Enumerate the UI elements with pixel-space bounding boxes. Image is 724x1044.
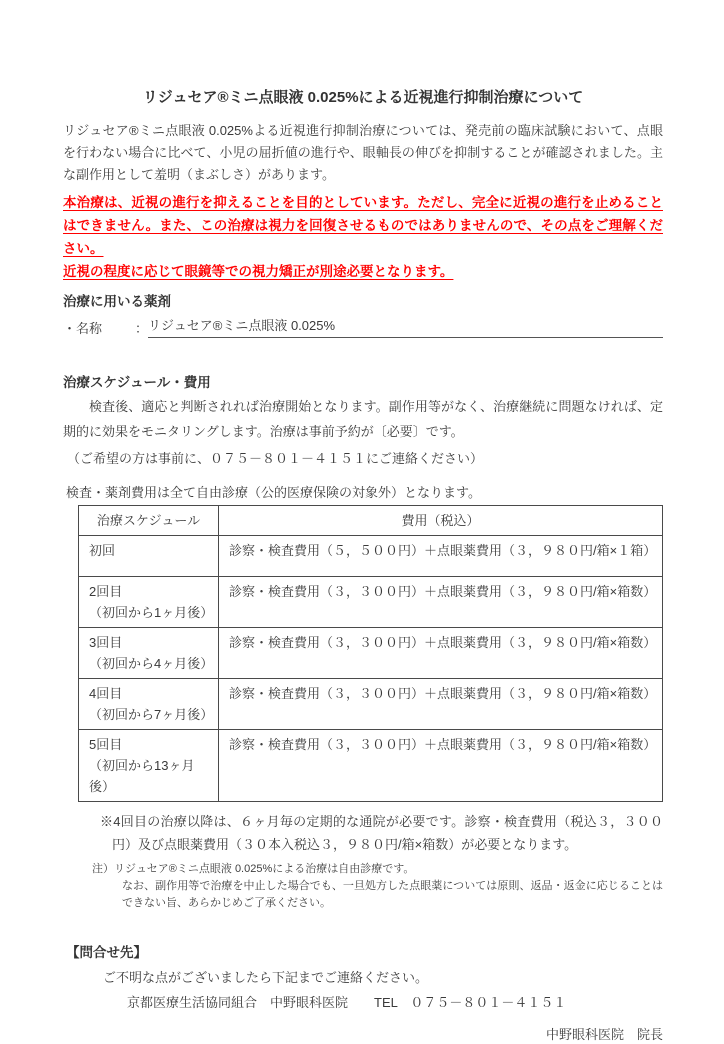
medication-name-separator: ： xyxy=(135,321,149,336)
section-heading-medication: 治療に用いる薬剤 xyxy=(63,294,171,309)
medication-name-label: ・名称 xyxy=(63,321,103,336)
intro-paragraph: リジュセア®ミニ点眼液 0.025%よる近視進行抑制治療については、発売前の臨床試験において、点眼を行わない場合に比べて、小児の屈折値の進行や、眼軸長の伸びを抑制することが確認されました。主な副作用として羞明（まぶしさ）があります。 xyxy=(63,123,663,182)
visit-timing: （初回から13ヶ月後） xyxy=(89,758,195,794)
visit-cell xyxy=(79,536,219,577)
table-header-fee: 費用（税込） xyxy=(219,506,663,536)
signature: 中野眼科医院 院長 xyxy=(545,1027,663,1042)
note-label: 注） xyxy=(92,863,114,875)
contact-line-1: ご不明な点がございましたら下記までご連絡ください。 xyxy=(103,970,429,985)
schedule-description: 検査後、適応と判断されれば治療開始となります。副作用等がなく、治療継続に問題なければ、定期的に効果をモニタリングします。治療は事前予約が〔必要〕です。 xyxy=(63,399,663,439)
table-row xyxy=(79,730,663,802)
visit-label: 2回目 xyxy=(89,584,123,599)
fee-cell: 診察・検査費用（３，３００円）＋点眼薬費用（３，９８０円/箱×箱数） xyxy=(219,628,663,679)
table-row xyxy=(79,628,663,679)
fee-cell: 診察・検査費用（３，３００円）＋点眼薬費用（３，９８０円/箱×箱数） xyxy=(219,577,663,628)
fee-cell: 診察・検査費用（３，３００円）＋点眼薬費用（３，９８０円/箱×箱数） xyxy=(219,679,663,730)
visit-timing: （初回から4ヶ月後） xyxy=(89,656,214,671)
page-title: リジュセア®ミニ点眼液 0.025%による近視進行抑制治療について xyxy=(142,89,584,106)
visit-timing: （初回から7ヶ月後） xyxy=(89,707,214,722)
contact-heading: 【問合せ先】 xyxy=(66,945,147,960)
table-row xyxy=(79,536,663,577)
fee-cell: 診察・検査費用（５，５００円）＋点眼薬費用（３，９８０円/箱×１箱） xyxy=(219,536,663,577)
visit-timing: （初回から1ヶ月後） xyxy=(89,605,214,620)
visit-cell xyxy=(79,577,219,628)
phone-reservation-note: （ご希望の方は事前に、０７５－８０１－４１５１にご連絡ください） xyxy=(67,451,484,466)
note-text: リジュセア®ミニ点眼液 0.025%による治療は自由診療です。 xyxy=(114,863,415,875)
warning-block xyxy=(63,191,663,283)
medication-name-value: リジュセア®ミニ点眼液 0.025% xyxy=(148,317,663,338)
section-heading-schedule: 治療スケジュール・費用 xyxy=(63,375,211,390)
visit-label: 4回目 xyxy=(89,686,123,701)
visit-label: 5回目 xyxy=(89,737,123,752)
document-content xyxy=(63,88,663,1044)
visit-cell xyxy=(79,730,219,802)
contact-line-2: 京都医療生活協同組合 中野眼科医院 TEL ０７５－８０１－４１５１ xyxy=(127,995,567,1010)
fee-cell: 診察・検査費用（３，３００円）＋点眼薬費用（３，９８０円/箱×箱数） xyxy=(219,730,663,802)
warning-line: 本治療は、近視の進行を抑えることを目的としています。ただし、完全に近視の進行を止めることはできません。また、この治療は視力を回復させるものではありませんので、その点をご理解ください。 xyxy=(63,195,663,256)
note-line-2: なお、副作用等で治療を中止した場合でも、一旦処方した点眼薬については原則、返品・返金に応じることはできない旨、あらかじめご了承ください。 xyxy=(122,880,663,909)
note-line-1 xyxy=(63,861,663,878)
table-row xyxy=(79,679,663,730)
fee-table xyxy=(78,505,663,802)
table-row xyxy=(79,577,663,628)
visit-cell xyxy=(79,679,219,730)
table-header-schedule: 治療スケジュール xyxy=(79,506,219,536)
medication-name-line xyxy=(63,317,663,338)
warning-line: 近視の程度に応じて眼鏡等での視力矯正が別途必要となります。 xyxy=(63,264,454,279)
table-header-row xyxy=(79,506,663,536)
visit-label: 初回 xyxy=(89,543,116,558)
periodic-visit-note: ※4回目の治療以降は、６ヶ月毎の定期的な通院が必要です。診察・検査費用（税込３，３００円）及び点眼薬費用（３０本入税込３，９８０円/箱×箱数）が必要となります。 xyxy=(100,814,663,852)
visit-cell xyxy=(79,628,219,679)
visit-label: 3回目 xyxy=(89,635,123,650)
insurance-note: 検査・薬剤費用は全て自由診療（公的医療保険の対象外）となります。 xyxy=(66,485,481,500)
fine-print-notes xyxy=(63,861,663,912)
